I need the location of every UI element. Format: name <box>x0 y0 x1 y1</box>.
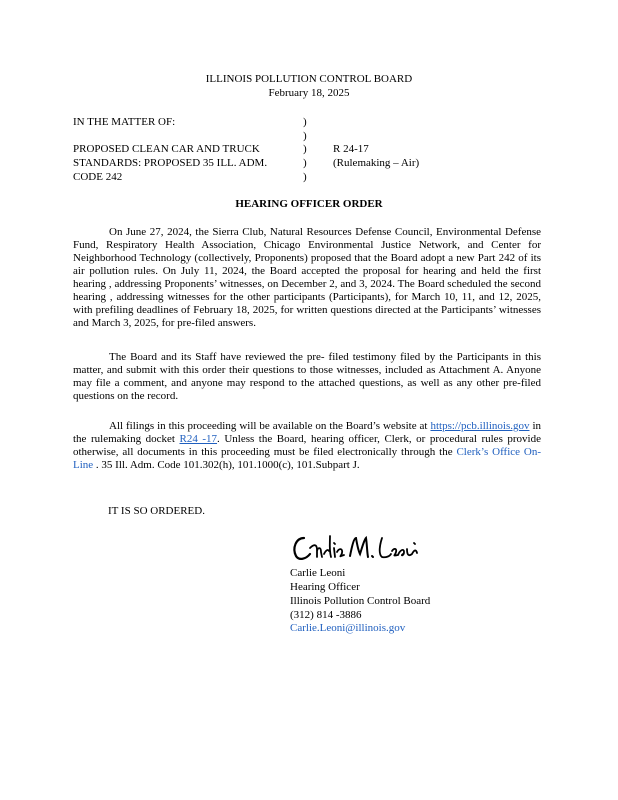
handwritten-signature <box>290 530 420 564</box>
caption-title-line-1: PROPOSED CLEAN CAR AND TRUCK <box>73 143 260 155</box>
caption-matter: IN THE MATTER OF: <box>73 116 176 128</box>
signer-title: Hearing Officer <box>290 581 360 593</box>
caption-title-line-2: STANDARDS: PROPOSED 35 ILL. ADM. <box>73 157 268 169</box>
paragraph-3 <box>73 420 541 472</box>
docket-number: R 24-17 <box>333 143 369 155</box>
board-website-link[interactable]: https://pcb.illinois.gov <box>430 420 530 432</box>
docket-type: (Rulemaking – Air) <box>333 157 420 169</box>
caption-paren-4: ) <box>303 157 307 169</box>
paragraph-2-text: The Board and its Staff have reviewed the pre- filed testimony filed by the Participants in this matter, and submit with this order their questions to those witnesses, included as Attachment A. Anyone may file a comment, and anyone may respond to the attached questions, as well as any other pre-filed questions on the record. <box>73 351 541 402</box>
order-heading: HEARING OFFICER ORDER <box>235 198 383 210</box>
caption-title-line-3: CODE 242 <box>73 171 123 183</box>
board-name: ILLINOIS POLLUTION CONTROL BOARD <box>205 73 413 85</box>
caption-paren-3: ) <box>303 143 307 155</box>
signer-phone: (312) 814 -3886 <box>290 609 362 621</box>
paragraph-3-tail: . 35 Ill. Adm. Code 101.302(h), 101.1000(c), 101.Subpart J. <box>93 459 360 471</box>
paragraph-3-text <box>73 420 541 472</box>
paragraph-3-mid-2: . Unless the Board, hearing officer, Clerk, or procedural rules provide otherwise, all documents in this proceeding must be filed electronically through the <box>73 433 541 458</box>
signer-organization: Illinois Pollution Control Board <box>290 595 431 607</box>
caption-paren-2: ) <box>303 130 307 142</box>
paragraph-3-mid-1: in the rulemaking docket <box>73 420 542 445</box>
paragraph-1-text: On June 27, 2024, the Sierra Club, Natural Resources Defense Council, Environmental Defense Fund, Respiratory Health Association, Chicago Environmental Justice Network, and Center for Neighborhood Technology (collectively, Proponents) proposed that the Board adopt a new Part 242 of its air pollution rules. On July 11, 2024, the Board accepted the proposal for hearing and held the first hearing , addressing Proponents’ witnesses, on December 2, and 3, 2024. The Board scheduled the second hearing , addressing witnesses for the other participants (Participants), for March 10, 11, and 12, 2025, with prefiling deadlines of February 18, 2025, for written questions directed at the Participants’ witnesses and March 3, 2025, for pre-filed answers. <box>73 226 541 329</box>
caption-paren-5: ) <box>303 171 307 183</box>
signer-email-link[interactable]: Carlie.Leoni@illinois.gov <box>290 622 406 634</box>
docket-link[interactable]: R24 -17 <box>179 433 218 445</box>
paragraph-1 <box>73 226 541 330</box>
signer-name: Carlie Leoni <box>290 567 346 579</box>
order-date: February 18, 2025 <box>268 87 350 99</box>
paragraph-2 <box>73 351 541 403</box>
clerks-office-online-link[interactable]: Clerk’s Office On-Line <box>73 446 541 471</box>
so-ordered: IT IS SO ORDERED. <box>108 505 205 517</box>
caption-paren-1: ) <box>303 116 307 128</box>
paragraph-3-lead: All filings in this proceeding will be available on the Board’s website at <box>109 420 428 432</box>
